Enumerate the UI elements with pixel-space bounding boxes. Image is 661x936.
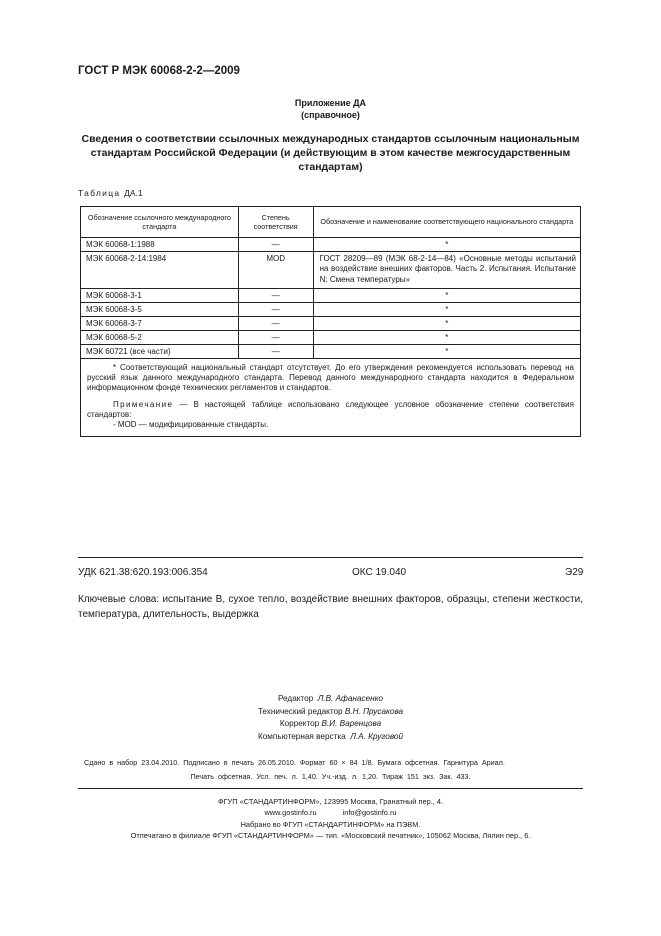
note-text: — В настоящей таблице использовано следующее условное обозначение степени соответствия стандартов: <box>87 399 574 420</box>
table-row <box>81 330 581 344</box>
oks-code: ОКС 19.040 <box>352 567 407 578</box>
publisher-printed: Отпечатано в филиале ФГУП «СТАНДАРТИНФОРМ» — тип. «Московский печатник», 105062 Москва, Лялин пер., 6. <box>130 831 531 841</box>
print-info-line: Сдано в набор 23.04.2010. Подписано в печать 26.05.2010. Формат 60 × 84 1/8. Бумага офсетная. Гарнитура Ариал. <box>84 758 505 767</box>
credit-role: Редактор <box>277 694 314 703</box>
header-intl-standard: Обозначение ссылочного международного стандарта <box>81 207 239 238</box>
credits-block <box>0 693 661 743</box>
credit-name: Л.В. Афанасенко <box>317 694 384 703</box>
table-row <box>81 316 581 330</box>
publisher-typeset: Набрано во ФГУП «СТАНДАРТИНФОРМ» на ПЭВМ. <box>240 819 421 829</box>
note-item: - MOD — модифицированные стандарты. <box>113 420 269 430</box>
publisher-contacts <box>0 807 661 818</box>
credit-line <box>0 718 661 731</box>
classification-code: Э29 <box>565 567 584 578</box>
cell-national: * <box>313 316 580 330</box>
table-label-word: Таблица <box>78 188 121 198</box>
table-row <box>81 238 581 252</box>
credit-role: Компьютерная верстка <box>257 731 346 741</box>
keywords: Ключевые слова: испытание В, сухое тепло, воздействие внешних факторов, образцы, степени жесткости, температура, длительность, выдержка <box>78 594 583 620</box>
cell-intl: МЭК 60068-3-5 <box>81 302 239 316</box>
correspondence-table <box>80 206 581 437</box>
credit-role: Технический редактор <box>257 706 343 716</box>
publisher-address: ФГУП «СТАНДАРТИНФОРМ», 123995 Москва, Гранатный пер., 4. <box>217 797 444 806</box>
print-info-line: Печать офсетная. Усл. печ. л. 1,40. Уч.-изд. л. 1,20. Тираж 151 экз. Зак. 433. <box>190 772 471 781</box>
cell-intl: МЭК 60068-3-7 <box>81 316 239 330</box>
credit-role: Корректор <box>279 719 320 729</box>
table-row <box>81 344 581 358</box>
cell-intl: МЭК 60068-3-1 <box>81 288 239 302</box>
cell-degree: — <box>238 288 313 302</box>
divider-line <box>78 557 583 558</box>
table-footnote-cell <box>81 358 581 436</box>
main-title: Сведения о соответствии ссылочных международных стандартов ссылочным национальным стандартам Российской Федерации (и действующим в этом качестве межгосударственным стандартам) <box>81 133 580 173</box>
credit-line <box>0 731 661 744</box>
table-header-row <box>81 207 581 238</box>
note-label: Примечание <box>113 399 174 409</box>
annex-heading <box>0 97 661 121</box>
cell-degree: — <box>238 330 313 344</box>
publisher-email[interactable]: info@gostinfo.ru <box>342 808 397 818</box>
credit-line <box>0 693 661 706</box>
cell-national: * <box>313 238 580 252</box>
cell-intl: МЭК 60068-5-2 <box>81 330 239 344</box>
table-label <box>78 188 143 198</box>
publisher-site[interactable]: www.gostinfo.ru <box>264 808 317 818</box>
divider-line <box>78 788 583 789</box>
annex-subtitle: (справочное) <box>301 110 360 120</box>
cell-intl: МЭК 60068-1:1988 <box>81 238 239 252</box>
cell-degree: — <box>238 302 313 316</box>
cell-national: * <box>313 330 580 344</box>
table-row <box>81 252 581 289</box>
table-footnote: * Соответствующий национальный стандарт отсутствует. До его утверждения рекомендуется использовать перевод на русский язык данного международного стандарта. Перевод данного международного стандарта находится в Федеральном информационном фонде технических регламентов и стандартов. <box>87 362 574 393</box>
cell-national: * <box>313 344 580 358</box>
table-footnote-row <box>81 358 581 436</box>
annex-title: Приложение ДА <box>294 98 367 108</box>
udk-code: УДК 621.38:620.193:006.354 <box>78 567 208 578</box>
cell-national: ГОСТ 28209—89 (МЭК 68-2-14—84) «Основные методы испытаний на воздействие внешних факторов. Часть 2. Испытания. Испытание N: Смена температуры» <box>313 252 580 289</box>
cell-intl: МЭК 60721 (все части) <box>81 344 239 358</box>
table-row <box>81 288 581 302</box>
cell-degree: MOD <box>238 252 313 289</box>
publisher-block <box>0 796 661 842</box>
cell-degree: — <box>238 316 313 330</box>
cell-national: * <box>313 302 580 316</box>
cell-intl: МЭК 60068-2-14:1984 <box>81 252 239 289</box>
table-label-number: ДА.1 <box>124 188 143 198</box>
cell-national: * <box>313 288 580 302</box>
header-national-standard: Обозначение и наименование соответствующего национального стандарта <box>313 207 580 238</box>
credit-name: В.Н. Прусакова <box>344 706 404 716</box>
cell-degree: — <box>238 344 313 358</box>
credit-name: Л.А. Круговой <box>350 731 404 741</box>
cell-degree: — <box>238 238 313 252</box>
credit-line <box>0 706 661 719</box>
table-note <box>87 400 574 421</box>
document-code: ГОСТ Р МЭК 60068-2-2—2009 <box>78 65 240 77</box>
header-degree: Степень соответствия <box>238 207 313 238</box>
credit-name: В.И. Варенцова <box>321 719 382 729</box>
table-row <box>81 302 581 316</box>
